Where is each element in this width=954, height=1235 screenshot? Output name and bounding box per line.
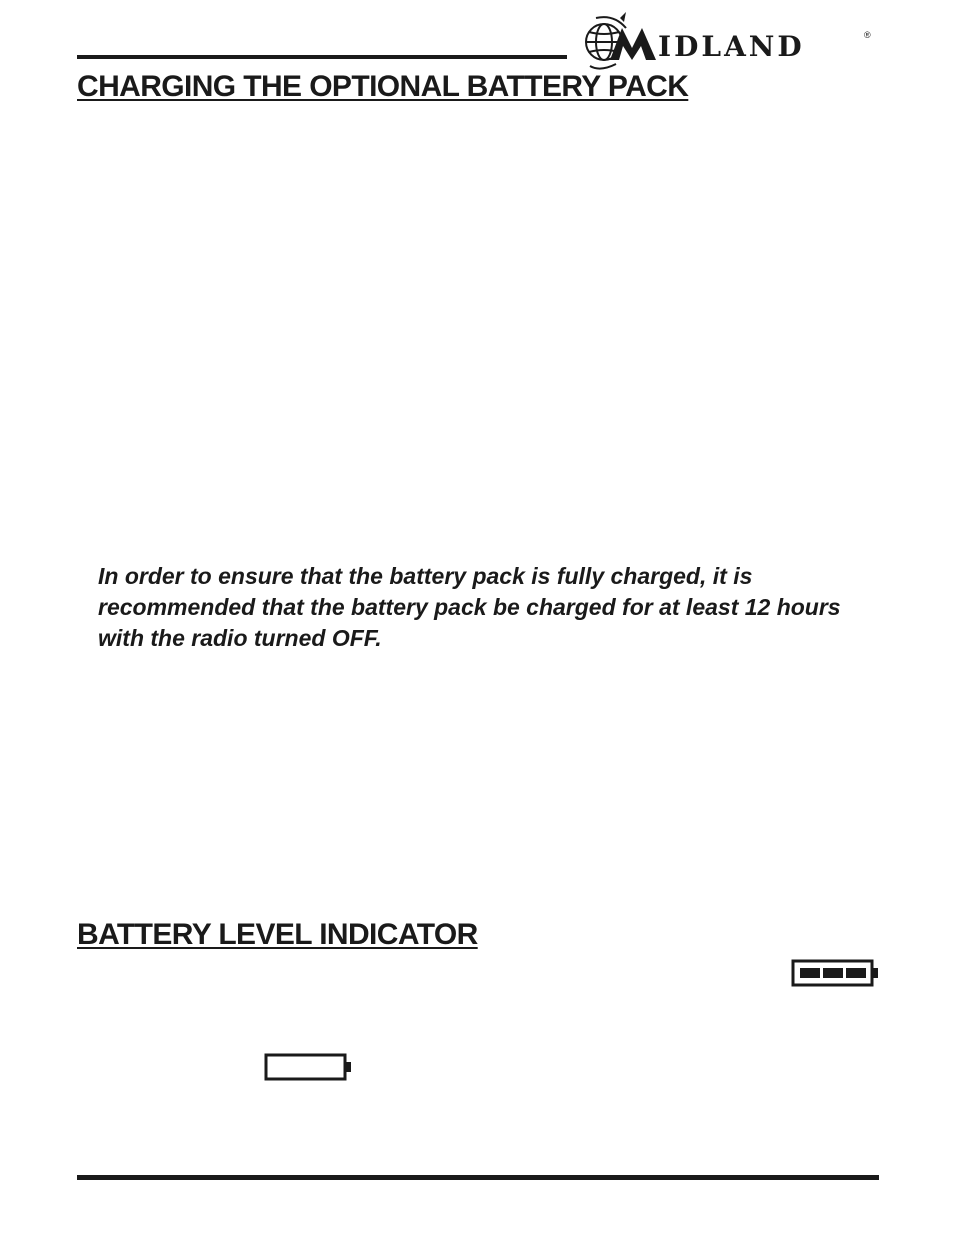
- brand-wordmark: IDLAND: [658, 30, 805, 63]
- footer-rule: [77, 1175, 879, 1180]
- registered-mark: ®: [864, 30, 871, 40]
- midland-logo: [580, 10, 880, 72]
- battery-segment: [800, 968, 820, 978]
- battery-segment: [846, 968, 866, 978]
- header-rule: [77, 55, 567, 59]
- battery-level-section-title: BATTERY LEVEL INDICATOR: [77, 918, 478, 951]
- charging-note: In order to ensure that the battery pack is fully charged, it is recommended that the battery pack be charged for at least 12 hours with the radio turned OFF.: [98, 563, 841, 651]
- battery-full-icon: [791, 958, 881, 988]
- battery-segment: [823, 968, 843, 978]
- m-letter-icon: [608, 26, 658, 62]
- battery-empty-icon: [264, 1052, 354, 1082]
- charging-section-title: CHARGING THE OPTIONAL BATTERY PACK: [77, 70, 689, 103]
